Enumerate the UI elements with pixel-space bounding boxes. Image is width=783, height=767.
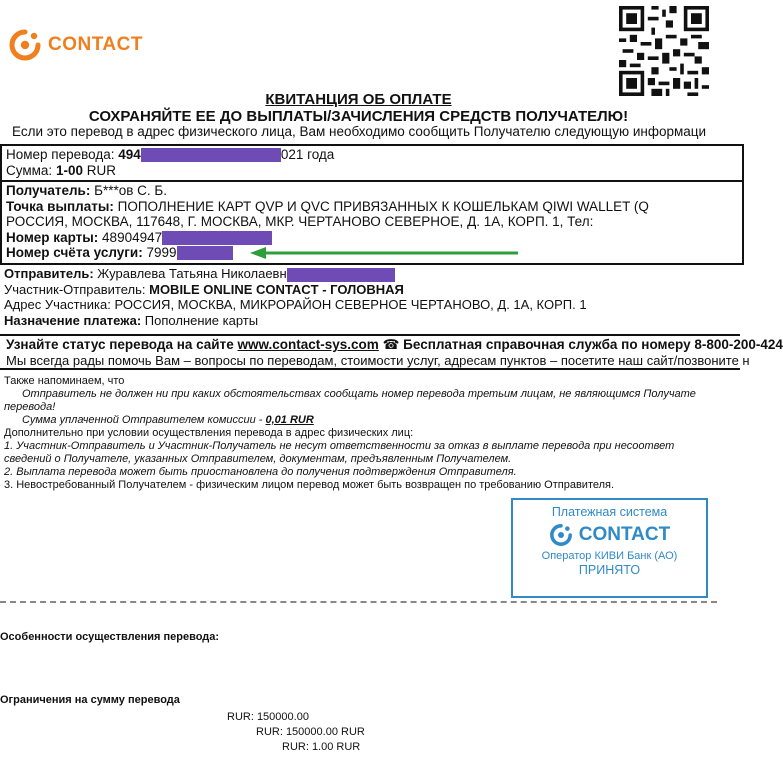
sender-label: Отправитель:	[4, 266, 94, 281]
recipient-box	[0, 180, 744, 265]
redaction-bar	[177, 246, 233, 260]
commission-label: Сумма уплаченной Отправителем комиссии -	[22, 414, 263, 426]
arrow-left-icon	[250, 246, 522, 260]
receipt-subtitle: СОХРАНЯЙТЕ ЕЕ ДО ВЫПЛАТЫ/ЗАЧИСЛЕНИЯ СРЕДСТВ ПОЛУЧАТЕЛЮ!	[88, 108, 629, 125]
transfer-number-row	[6, 147, 334, 163]
transfer-number-label: Номер перевода:	[6, 147, 115, 162]
purpose-value: Пополнение карты	[144, 313, 259, 328]
cut-line	[0, 601, 717, 603]
account-number-row	[6, 245, 233, 261]
phone-icon: ☎	[382, 337, 400, 352]
stamp-accepted: ПРИНЯТО	[578, 563, 641, 577]
limit-1: RUR: 150000.00	[227, 711, 309, 723]
limit-3: RUR: 1.00 RUR	[282, 741, 361, 753]
account-number-label: Номер счёта услуги:	[6, 245, 143, 260]
payment-purpose-row	[4, 313, 258, 329]
card-number-label: Номер карты:	[6, 230, 99, 245]
stamp-brand-row	[513, 523, 706, 547]
commission-value: 0,01 RUR	[265, 414, 314, 426]
brand-logo	[8, 28, 143, 62]
condition-1a: 1. Участник-Отправитель и Участник-Получатель не несут ответственности за отказ в выплате перевода при несоответ	[4, 440, 675, 452]
sum-label: Сумма:	[6, 163, 53, 178]
condition-1b: сведений о Получателе, указанных Отправителем, документам, предъявленным Получателем.	[4, 453, 512, 465]
transfer-sum-row	[6, 163, 116, 179]
condition-2: 2. Выплата перевода может быть приостановлена до получения подтверждения Отправителя.	[4, 466, 517, 478]
warning-line-1: Отправитель не должен ни при каких обстоятельствах сообщать номер перевода третьим лицам, не являющимся Получате	[22, 388, 696, 400]
reminder-text: Также напоминаем, что	[4, 375, 125, 387]
stamp-title: Платежная система	[551, 505, 668, 519]
recipient-name-row	[6, 183, 167, 199]
card-number-row	[6, 230, 272, 246]
limit-2: RUR: 150000.00 RUR	[256, 726, 365, 738]
redaction-bar	[287, 268, 395, 282]
payout-point-value: ПОПОЛНЕНИЕ КАРТ QVP И QVC ПРИВЯЗАННЫХ К КОШЕЛЬКАМ QIWI WALLET (Q	[117, 199, 649, 214]
recipient-label: Получатель:	[6, 183, 91, 198]
participant-value: MOBILE ONLINE CONTACT - ГОЛОВНАЯ	[149, 282, 404, 297]
status-info-bar	[0, 334, 783, 370]
payout-point-label: Точка выплаты:	[6, 199, 114, 214]
purpose-label: Назначение платежа:	[4, 313, 142, 328]
limits-label: Ограничения на сумму перевода	[0, 694, 180, 706]
recipient-address: РОССИЯ, МОСКВА, 117648, Г. МОСКВА, МКР. ЧЕРТАНОВО СЕВЕРНОЕ, Д. 1А, КОРП. 1, Тел:	[6, 214, 594, 229]
brand-name: CONTACT	[48, 34, 143, 55]
transfer-number-suffix: 021 года	[280, 147, 335, 162]
sender-name: Журавлева Татьяна Николаевн	[97, 266, 287, 281]
payout-point-row	[6, 199, 649, 215]
contact-logo-icon	[549, 523, 573, 547]
stamp-brand: CONTACT	[578, 524, 671, 545]
status-prefix: Узнайте статус перевода на сайте	[6, 337, 234, 352]
status-line	[6, 337, 783, 353]
qr-code-icon	[619, 6, 709, 96]
commission-row	[22, 414, 314, 427]
card-number-value: 48904947	[102, 230, 163, 245]
transfer-number-prefix: 494	[118, 147, 141, 162]
redaction-bar	[162, 231, 272, 245]
sender-participant-row	[4, 282, 404, 298]
help-line: Мы всегда рады помочь Вам – вопросы по переводам, стоимости услуг, адресам пунктов – посетите наш сайт/позвоните н	[6, 353, 750, 368]
recipient-name: Б***ов С. Б.	[94, 183, 168, 198]
features-label: Особенности осуществления перевода:	[0, 631, 220, 643]
receipt-title: КВИТАНЦИЯ ОБ ОПЛАТЕ	[265, 91, 452, 108]
participant-address-value: РОССИЯ, МОСКВА, МИКРОРАЙОН СЕВЕРНОЕ ЧЕРТАНОВО, Д. 1А, КОРП. 1	[114, 297, 587, 312]
condition-3: 3. Невостребованный Получателем - физическим лицом перевод может быть возвращен по требованию Отправителя.	[4, 479, 615, 491]
site-link[interactable]: www.contact-sys.com	[237, 337, 379, 352]
intro-text: Если это перевод в адрес физического лица, Вам необходимо сообщить Получателю следующую информаци	[12, 124, 707, 139]
transfer-box	[0, 144, 744, 182]
account-number-value: 7999	[146, 245, 177, 260]
contact-logo-icon	[8, 28, 42, 62]
hotline-text: Бесплатная справочная служба по номеру 8-800-200-424	[403, 337, 783, 352]
payment-system-stamp	[511, 498, 708, 598]
participant-address-label: Адрес Участника:	[4, 297, 111, 312]
stamp-operator: Оператор КИВИ Банк (АО)	[541, 550, 678, 562]
redaction-bar	[141, 148, 281, 162]
sum-currency: RUR	[86, 163, 116, 178]
participant-label: Участник-Отправитель:	[4, 282, 146, 297]
participant-address-row	[4, 297, 587, 313]
sender-name-row	[4, 266, 395, 282]
sum-value: 1-00	[55, 163, 83, 178]
warning-line-2: перевода!	[4, 401, 56, 413]
extra-conditions: Дополнительно при условии осуществления перевода в адрес физических лиц:	[4, 427, 414, 439]
